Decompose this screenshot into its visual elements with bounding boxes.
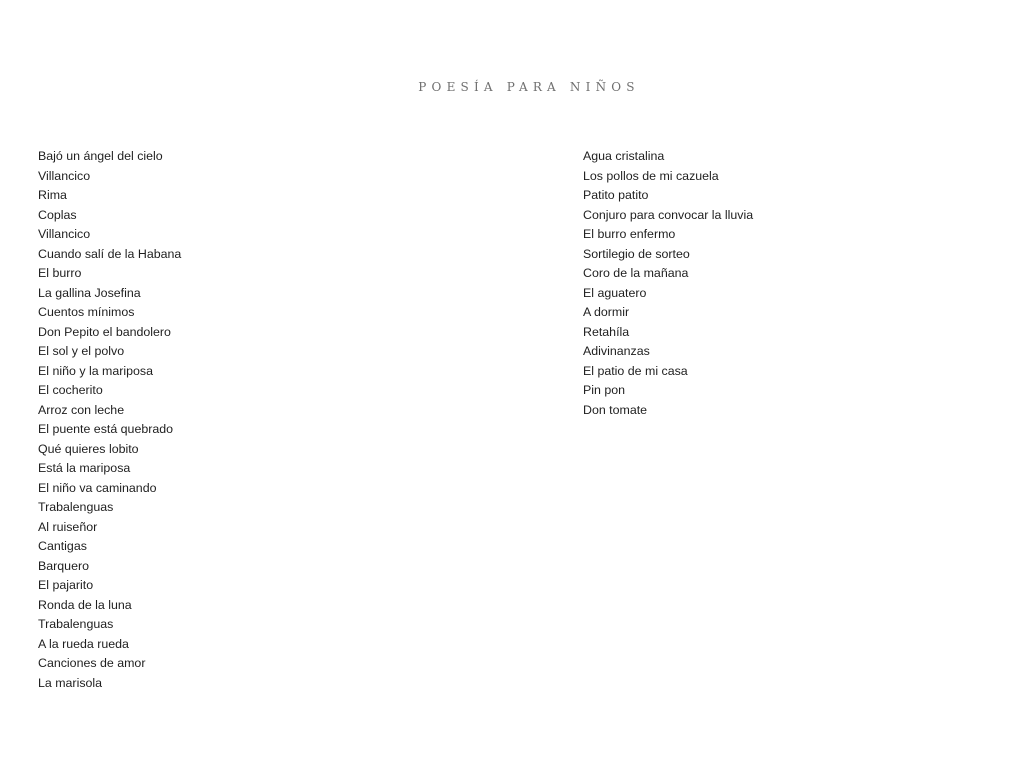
poem-link[interactable]: Qué quieres lobito: [38, 441, 139, 456]
poem-link[interactable]: El burro: [38, 266, 82, 280]
poem-link[interactable]: Retahíla: [583, 324, 630, 339]
poem-link[interactable]: El niño va caminando: [38, 480, 157, 495]
poem-list-left: [38, 147, 181, 693]
poem-link[interactable]: Cantigas: [38, 539, 87, 553]
poem-link[interactable]: A dormir: [583, 305, 630, 319]
poem-link[interactable]: Está la mariposa: [38, 461, 131, 475]
poem-link[interactable]: Agua cristalina: [583, 149, 665, 163]
poem-link[interactable]: Villancico: [38, 227, 91, 241]
poem-link[interactable]: El burro enfermo: [583, 227, 676, 241]
poem-link[interactable]: Cuentos mínimos: [38, 305, 135, 319]
poem-link[interactable]: La marisola: [38, 675, 103, 690]
poem-link[interactable]: Bajó un ángel del cielo: [38, 149, 163, 163]
poem-list-right: [583, 147, 753, 420]
poem-link[interactable]: Al ruiseñor: [38, 519, 98, 534]
poem-link[interactable]: Barquero: [38, 558, 89, 573]
poem-link[interactable]: Trabalenguas: [38, 500, 114, 514]
poem-link[interactable]: Don Pepito el bandolero: [38, 324, 171, 339]
poem-link[interactable]: Don tomate: [583, 402, 648, 417]
poem-link[interactable]: Coplas: [38, 207, 77, 222]
poem-link[interactable]: Pin pon: [583, 383, 626, 397]
page-title: POESÍA PARA NIÑOS: [418, 80, 640, 94]
poem-link[interactable]: Arroz con leche: [38, 402, 125, 417]
poem-link[interactable]: El cocherito: [38, 383, 103, 397]
poem-link[interactable]: Sortilegio de sorteo: [583, 246, 690, 261]
poem-link[interactable]: La gallina Josefina: [38, 285, 141, 300]
poem-link[interactable]: Coro de la mañana: [583, 266, 689, 280]
poem-link[interactable]: Villancico: [38, 168, 91, 183]
poem-link[interactable]: El pajarito: [38, 578, 94, 592]
poem-link[interactable]: El sol y el polvo: [38, 344, 125, 358]
poem-link[interactable]: El puente está quebrado: [38, 422, 174, 436]
poem-link[interactable]: Patito patito: [583, 188, 649, 202]
poem-link[interactable]: El aguatero: [583, 285, 647, 300]
poem-link[interactable]: Adivinanzas: [583, 344, 650, 358]
poem-link[interactable]: A la rueda rueda: [38, 636, 129, 651]
poem-link[interactable]: Rima: [38, 188, 67, 202]
poem-link[interactable]: Conjuro para convocar la lluvia: [583, 207, 754, 222]
poem-link[interactable]: Los pollos de mi cazuela: [583, 168, 719, 183]
poem-link[interactable]: Ronda de la luna: [38, 597, 132, 612]
poem-link[interactable]: El patio de mi casa: [583, 363, 688, 378]
poem-link[interactable]: El niño y la mariposa: [38, 363, 154, 378]
poem-link[interactable]: Trabalenguas: [38, 617, 114, 631]
poem-link[interactable]: Canciones de amor: [38, 656, 146, 670]
poem-link[interactable]: Cuando salí de la Habana: [38, 246, 182, 261]
